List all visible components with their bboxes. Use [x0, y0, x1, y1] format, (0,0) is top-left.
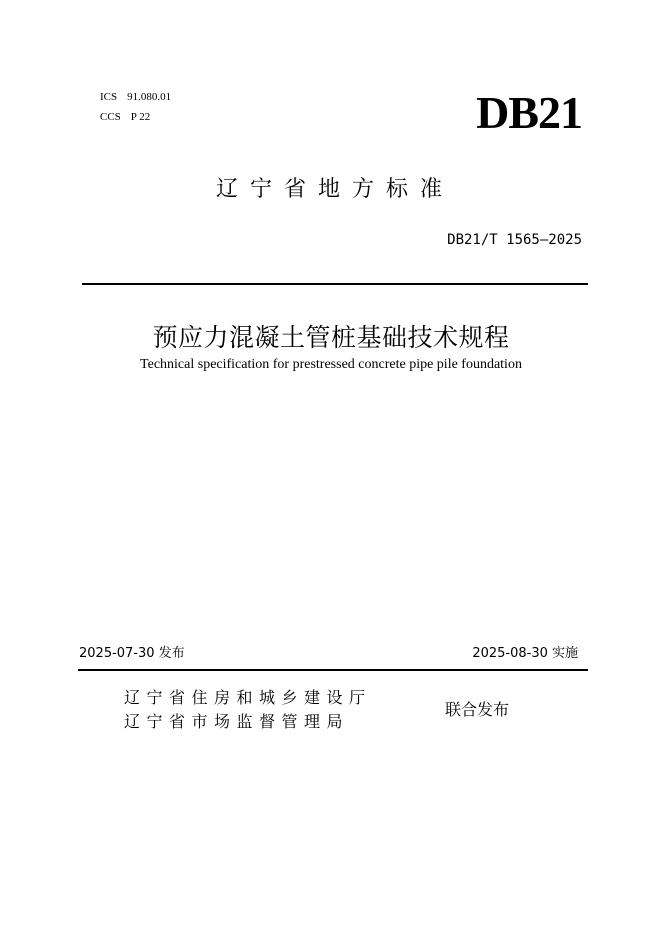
top-divider: [82, 283, 588, 285]
standard-type: 辽宁省地方标准: [215, 177, 454, 202]
ccs-code: P 22: [130, 111, 151, 123]
ics-line: [100, 91, 171, 103]
issuer-housing-department: 辽宁省住房和城乡建设厅: [124, 688, 372, 707]
joint-issue-label: 联合发布: [445, 700, 510, 719]
issuer-market-regulation: 辽宁省市场监督管理局: [124, 712, 350, 731]
bottom-divider: [78, 669, 588, 671]
standard-mark: DB21: [476, 87, 582, 138]
issue-date: 2025-07-30 发布: [79, 646, 185, 661]
implementation-date: 2025-08-30 实施: [472, 646, 578, 661]
standard-number: DB21/T 1565—2025: [447, 232, 582, 248]
ccs-line: [100, 111, 150, 123]
title-chinese: 预应力混凝土管桩基础技术规程: [152, 323, 510, 352]
ccs-label: CCS: [100, 111, 121, 123]
ics-code: 91.080.01: [127, 91, 172, 103]
ics-label: ICS: [100, 91, 118, 103]
title-english: Technical specification for prestressed concrete pipe pile foundation: [140, 357, 522, 372]
